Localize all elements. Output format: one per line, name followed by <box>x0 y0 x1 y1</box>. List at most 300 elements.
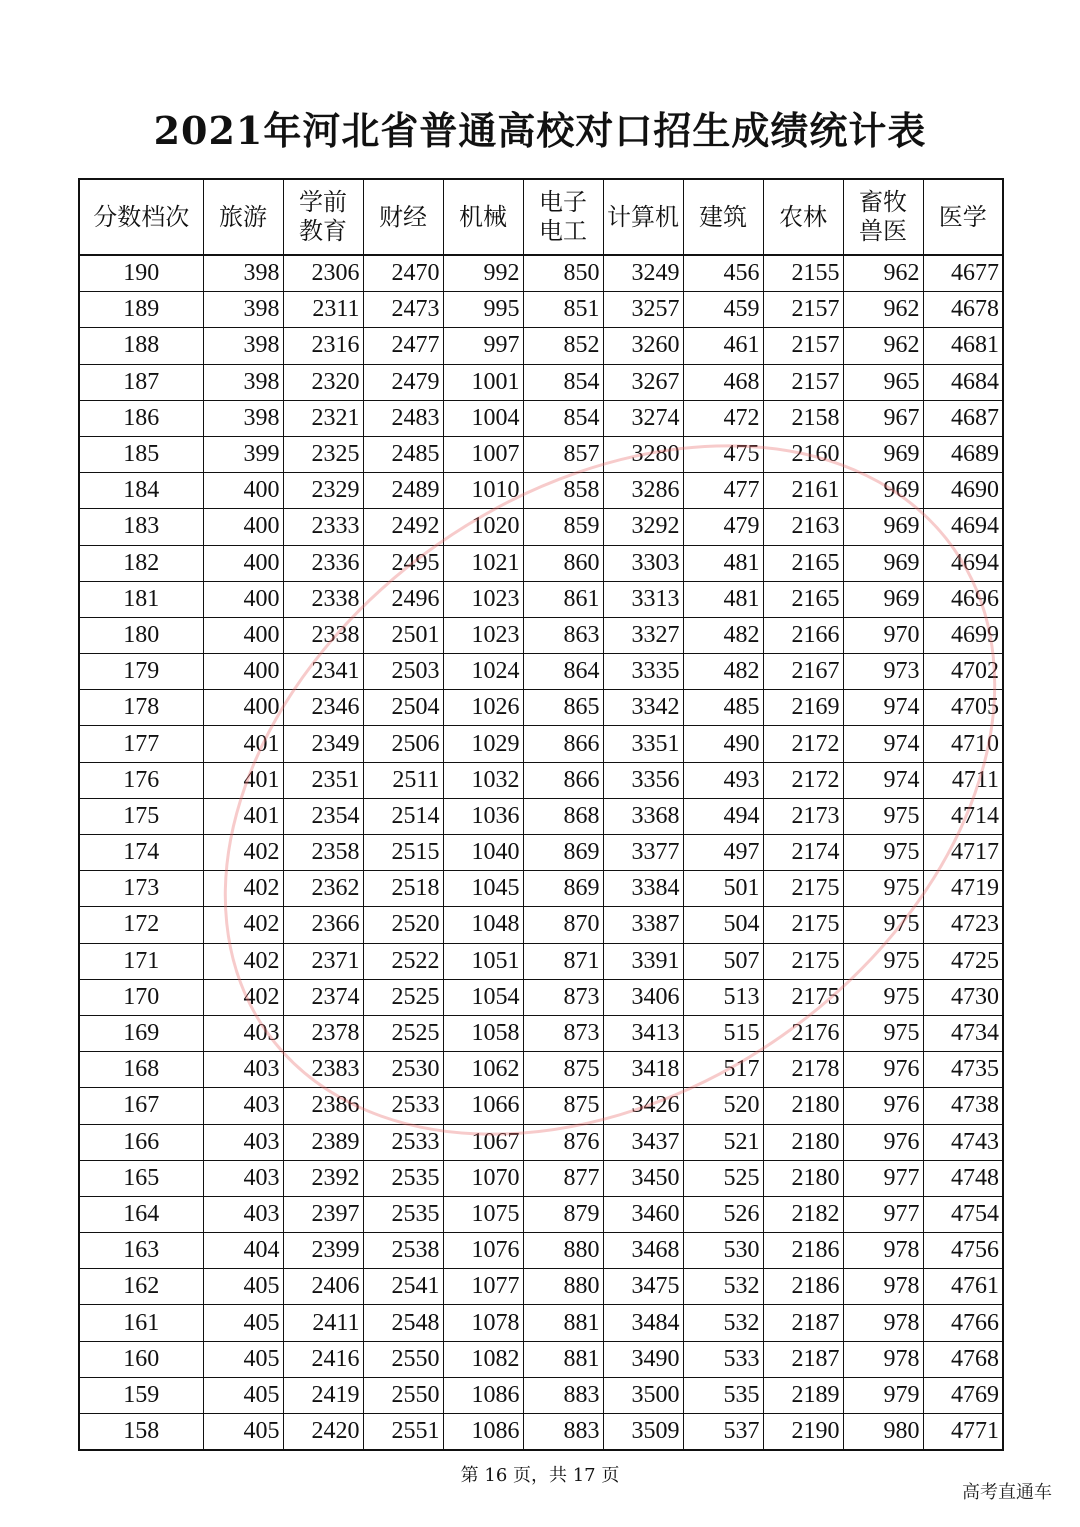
count-cell: 4687 <box>923 400 1003 436</box>
score-level-cell: 189 <box>79 292 203 328</box>
count-cell: 405 <box>203 1341 283 1377</box>
count-cell: 468 <box>683 364 763 400</box>
table-row <box>79 1124 1003 1160</box>
count-cell: 482 <box>683 654 763 690</box>
count-cell: 975 <box>843 835 923 871</box>
count-cell: 995 <box>443 292 523 328</box>
score-level-cell: 187 <box>79 364 203 400</box>
score-level-cell: 185 <box>79 436 203 472</box>
count-cell: 875 <box>523 1088 603 1124</box>
count-cell: 2420 <box>283 1414 363 1451</box>
count-cell: 2187 <box>763 1305 843 1341</box>
count-cell: 398 <box>203 292 283 328</box>
count-cell: 479 <box>683 509 763 545</box>
count-cell: 3280 <box>603 436 683 472</box>
count-cell: 504 <box>683 907 763 943</box>
count-cell: 405 <box>203 1269 283 1305</box>
count-cell: 493 <box>683 762 763 798</box>
score-level-cell: 162 <box>79 1269 203 1305</box>
count-cell: 472 <box>683 400 763 436</box>
count-cell: 869 <box>523 835 603 871</box>
count-cell: 1078 <box>443 1305 523 1341</box>
column-header: 农林 <box>763 179 843 255</box>
page-title: 2021年河北省普通高校对口招生成绩统计表 <box>153 108 927 153</box>
count-cell: 969 <box>843 436 923 472</box>
count-cell: 866 <box>523 762 603 798</box>
table-row <box>79 726 1003 762</box>
score-level-cell: 182 <box>79 545 203 581</box>
table-header-row <box>79 179 1003 255</box>
table-row <box>79 1377 1003 1413</box>
count-cell: 3335 <box>603 654 683 690</box>
count-cell: 976 <box>843 1124 923 1160</box>
count-cell: 532 <box>683 1269 763 1305</box>
count-cell: 870 <box>523 907 603 943</box>
count-cell: 3368 <box>603 798 683 834</box>
count-cell: 978 <box>843 1269 923 1305</box>
count-cell: 2320 <box>283 364 363 400</box>
count-cell: 976 <box>843 1052 923 1088</box>
count-cell: 4754 <box>923 1196 1003 1232</box>
table-row <box>79 292 1003 328</box>
count-cell: 881 <box>523 1305 603 1341</box>
count-cell: 4684 <box>923 364 1003 400</box>
count-cell: 2378 <box>283 1015 363 1051</box>
count-cell: 2306 <box>283 255 363 292</box>
count-cell: 2535 <box>363 1160 443 1196</box>
count-cell: 401 <box>203 726 283 762</box>
count-cell: 2541 <box>363 1269 443 1305</box>
count-cell: 4735 <box>923 1052 1003 1088</box>
count-cell: 3484 <box>603 1305 683 1341</box>
count-cell: 477 <box>683 473 763 509</box>
count-cell: 399 <box>203 436 283 472</box>
count-cell: 2520 <box>363 907 443 943</box>
count-cell: 497 <box>683 835 763 871</box>
table-row <box>79 1269 1003 1305</box>
count-cell: 2157 <box>763 328 843 364</box>
count-cell: 3500 <box>603 1377 683 1413</box>
count-cell: 507 <box>683 943 763 979</box>
count-cell: 2419 <box>283 1377 363 1413</box>
count-cell: 2165 <box>763 581 843 617</box>
table-row <box>79 617 1003 653</box>
count-cell: 1036 <box>443 798 523 834</box>
count-cell: 975 <box>843 907 923 943</box>
count-cell: 980 <box>843 1414 923 1451</box>
count-cell: 3391 <box>603 943 683 979</box>
count-cell: 533 <box>683 1341 763 1377</box>
page-footer: 第 16 页，共 17 页 <box>460 1465 620 1486</box>
score-level-cell: 165 <box>79 1160 203 1196</box>
count-cell: 2321 <box>283 400 363 436</box>
count-cell: 400 <box>203 473 283 509</box>
count-cell: 2175 <box>763 871 843 907</box>
count-cell: 402 <box>203 835 283 871</box>
count-cell: 403 <box>203 1052 283 1088</box>
score-level-cell: 167 <box>79 1088 203 1124</box>
count-cell: 877 <box>523 1160 603 1196</box>
count-cell: 1048 <box>443 907 523 943</box>
score-level-cell: 174 <box>79 835 203 871</box>
count-cell: 1040 <box>443 835 523 871</box>
table-row <box>79 255 1003 292</box>
count-cell: 2329 <box>283 473 363 509</box>
score-level-cell: 176 <box>79 762 203 798</box>
column-header: 建筑 <box>683 179 763 255</box>
count-cell: 2362 <box>283 871 363 907</box>
count-cell: 4730 <box>923 979 1003 1015</box>
count-cell: 2167 <box>763 654 843 690</box>
count-cell: 2492 <box>363 509 443 545</box>
score-level-cell: 179 <box>79 654 203 690</box>
count-cell: 530 <box>683 1233 763 1269</box>
count-cell: 2533 <box>363 1088 443 1124</box>
count-cell: 405 <box>203 1377 283 1413</box>
count-cell: 852 <box>523 328 603 364</box>
score-level-cell: 171 <box>79 943 203 979</box>
count-cell: 2489 <box>363 473 443 509</box>
count-cell: 405 <box>203 1414 283 1451</box>
column-header: 学前 教育 <box>283 179 363 255</box>
count-cell: 475 <box>683 436 763 472</box>
count-cell: 873 <box>523 1015 603 1051</box>
count-cell: 1070 <box>443 1160 523 1196</box>
score-level-cell: 163 <box>79 1233 203 1269</box>
count-cell: 4694 <box>923 509 1003 545</box>
table-row <box>79 871 1003 907</box>
count-cell: 2477 <box>363 328 443 364</box>
count-cell: 850 <box>523 255 603 292</box>
count-cell: 403 <box>203 1015 283 1051</box>
count-cell: 978 <box>843 1233 923 1269</box>
count-cell: 883 <box>523 1414 603 1451</box>
count-cell: 4725 <box>923 943 1003 979</box>
count-cell: 969 <box>843 509 923 545</box>
count-cell: 1066 <box>443 1088 523 1124</box>
count-cell: 4699 <box>923 617 1003 653</box>
count-cell: 400 <box>203 509 283 545</box>
count-cell: 3450 <box>603 1160 683 1196</box>
count-cell: 3342 <box>603 690 683 726</box>
count-cell: 2397 <box>283 1196 363 1232</box>
count-cell: 461 <box>683 328 763 364</box>
count-cell: 401 <box>203 798 283 834</box>
count-cell: 2189 <box>763 1377 843 1413</box>
count-cell: 400 <box>203 654 283 690</box>
count-cell: 876 <box>523 1124 603 1160</box>
count-cell: 969 <box>843 473 923 509</box>
count-cell: 2166 <box>763 617 843 653</box>
count-cell: 403 <box>203 1160 283 1196</box>
count-cell: 1082 <box>443 1341 523 1377</box>
count-cell: 1067 <box>443 1124 523 1160</box>
count-cell: 2525 <box>363 1015 443 1051</box>
count-cell: 1026 <box>443 690 523 726</box>
count-cell: 2325 <box>283 436 363 472</box>
count-cell: 965 <box>843 364 923 400</box>
score-statistics-table <box>78 178 1004 1451</box>
count-cell: 481 <box>683 581 763 617</box>
table-row <box>79 979 1003 1015</box>
count-cell: 398 <box>203 400 283 436</box>
table-row <box>79 400 1003 436</box>
count-cell: 977 <box>843 1160 923 1196</box>
count-cell: 3313 <box>603 581 683 617</box>
count-cell: 2346 <box>283 690 363 726</box>
count-cell: 873 <box>523 979 603 1015</box>
count-cell: 2175 <box>763 907 843 943</box>
count-cell: 402 <box>203 979 283 1015</box>
count-cell: 513 <box>683 979 763 1015</box>
count-cell: 962 <box>843 292 923 328</box>
source-label: 高考直通车 <box>962 1482 1052 1503</box>
count-cell: 4766 <box>923 1305 1003 1341</box>
count-cell: 2501 <box>363 617 443 653</box>
score-level-cell: 166 <box>79 1124 203 1160</box>
count-cell: 1076 <box>443 1233 523 1269</box>
count-cell: 4743 <box>923 1124 1003 1160</box>
score-level-cell: 172 <box>79 907 203 943</box>
count-cell: 481 <box>683 545 763 581</box>
count-cell: 2406 <box>283 1269 363 1305</box>
count-cell: 2187 <box>763 1341 843 1377</box>
column-header: 畜牧 兽医 <box>843 179 923 255</box>
count-cell: 3418 <box>603 1052 683 1088</box>
count-cell: 4690 <box>923 473 1003 509</box>
count-cell: 1086 <box>443 1377 523 1413</box>
count-cell: 2530 <box>363 1052 443 1088</box>
count-cell: 1021 <box>443 545 523 581</box>
count-cell: 1024 <box>443 654 523 690</box>
count-cell: 398 <box>203 328 283 364</box>
count-cell: 2163 <box>763 509 843 545</box>
count-cell: 2175 <box>763 943 843 979</box>
count-cell: 515 <box>683 1015 763 1051</box>
score-level-cell: 164 <box>79 1196 203 1232</box>
count-cell: 1029 <box>443 726 523 762</box>
column-header: 电子 电工 <box>523 179 603 255</box>
score-level-cell: 184 <box>79 473 203 509</box>
count-cell: 4710 <box>923 726 1003 762</box>
count-cell: 2479 <box>363 364 443 400</box>
count-cell: 975 <box>843 798 923 834</box>
count-cell: 4696 <box>923 581 1003 617</box>
count-cell: 2525 <box>363 979 443 1015</box>
count-cell: 4681 <box>923 328 1003 364</box>
count-cell: 970 <box>843 617 923 653</box>
count-cell: 2511 <box>363 762 443 798</box>
count-cell: 864 <box>523 654 603 690</box>
count-cell: 2174 <box>763 835 843 871</box>
count-cell: 2535 <box>363 1196 443 1232</box>
table-row <box>79 654 1003 690</box>
count-cell: 3327 <box>603 617 683 653</box>
count-cell: 2336 <box>283 545 363 581</box>
count-cell: 1075 <box>443 1196 523 1232</box>
count-cell: 976 <box>843 1088 923 1124</box>
count-cell: 2495 <box>363 545 443 581</box>
table-row <box>79 1160 1003 1196</box>
count-cell: 3460 <box>603 1196 683 1232</box>
count-cell: 3475 <box>603 1269 683 1305</box>
count-cell: 2341 <box>283 654 363 690</box>
count-cell: 3257 <box>603 292 683 328</box>
count-cell: 1007 <box>443 436 523 472</box>
count-cell: 1004 <box>443 400 523 436</box>
count-cell: 975 <box>843 979 923 1015</box>
count-cell: 2180 <box>763 1160 843 1196</box>
count-cell: 2550 <box>363 1377 443 1413</box>
count-cell: 1058 <box>443 1015 523 1051</box>
count-cell: 2169 <box>763 690 843 726</box>
count-cell: 2515 <box>363 835 443 871</box>
count-cell: 2173 <box>763 798 843 834</box>
count-cell: 1062 <box>443 1052 523 1088</box>
score-level-cell: 170 <box>79 979 203 1015</box>
count-cell: 1010 <box>443 473 523 509</box>
table-row <box>79 835 1003 871</box>
count-cell: 974 <box>843 690 923 726</box>
count-cell: 857 <box>523 436 603 472</box>
count-cell: 4768 <box>923 1341 1003 1377</box>
count-cell: 1086 <box>443 1414 523 1451</box>
count-cell: 868 <box>523 798 603 834</box>
table-row <box>79 1414 1003 1451</box>
count-cell: 869 <box>523 871 603 907</box>
column-header: 分数档次 <box>79 179 203 255</box>
count-cell: 974 <box>843 726 923 762</box>
count-cell: 3490 <box>603 1341 683 1377</box>
count-cell: 2551 <box>363 1414 443 1451</box>
table-row <box>79 509 1003 545</box>
count-cell: 1077 <box>443 1269 523 1305</box>
score-level-cell: 190 <box>79 255 203 292</box>
score-level-cell: 177 <box>79 726 203 762</box>
count-cell: 875 <box>523 1052 603 1088</box>
count-cell: 2338 <box>283 617 363 653</box>
count-cell: 3437 <box>603 1124 683 1160</box>
count-cell: 2485 <box>363 436 443 472</box>
count-cell: 975 <box>843 1015 923 1051</box>
count-cell: 975 <box>843 943 923 979</box>
count-cell: 3387 <box>603 907 683 943</box>
count-cell: 2518 <box>363 871 443 907</box>
count-cell: 975 <box>843 871 923 907</box>
count-cell: 879 <box>523 1196 603 1232</box>
count-cell: 2548 <box>363 1305 443 1341</box>
count-cell: 4756 <box>923 1233 1003 1269</box>
count-cell: 4714 <box>923 798 1003 834</box>
table-row <box>79 1305 1003 1341</box>
count-cell: 1051 <box>443 943 523 979</box>
count-cell: 2389 <box>283 1124 363 1160</box>
count-cell: 4694 <box>923 545 1003 581</box>
count-cell: 871 <box>523 943 603 979</box>
score-level-cell: 168 <box>79 1052 203 1088</box>
count-cell: 402 <box>203 907 283 943</box>
table-row <box>79 364 1003 400</box>
count-cell: 2178 <box>763 1052 843 1088</box>
count-cell: 482 <box>683 617 763 653</box>
count-cell: 2186 <box>763 1233 843 1269</box>
table-row <box>79 762 1003 798</box>
count-cell: 3267 <box>603 364 683 400</box>
count-cell: 2496 <box>363 581 443 617</box>
count-cell: 400 <box>203 545 283 581</box>
score-level-cell: 160 <box>79 1341 203 1377</box>
table-row <box>79 436 1003 472</box>
count-cell: 2190 <box>763 1414 843 1451</box>
count-cell: 866 <box>523 726 603 762</box>
count-cell: 2473 <box>363 292 443 328</box>
score-level-cell: 169 <box>79 1015 203 1051</box>
count-cell: 1001 <box>443 364 523 400</box>
count-cell: 3260 <box>603 328 683 364</box>
score-level-cell: 180 <box>79 617 203 653</box>
count-cell: 2506 <box>363 726 443 762</box>
count-cell: 1045 <box>443 871 523 907</box>
count-cell: 973 <box>843 654 923 690</box>
count-cell: 2338 <box>283 581 363 617</box>
count-cell: 2354 <box>283 798 363 834</box>
count-cell: 501 <box>683 871 763 907</box>
count-cell: 863 <box>523 617 603 653</box>
count-cell: 974 <box>843 762 923 798</box>
count-cell: 526 <box>683 1196 763 1232</box>
count-cell: 3384 <box>603 871 683 907</box>
count-cell: 978 <box>843 1305 923 1341</box>
count-cell: 967 <box>843 400 923 436</box>
count-cell: 865 <box>523 690 603 726</box>
count-cell: 4705 <box>923 690 1003 726</box>
table-row <box>79 798 1003 834</box>
count-cell: 494 <box>683 798 763 834</box>
count-cell: 4723 <box>923 907 1003 943</box>
count-cell: 532 <box>683 1305 763 1341</box>
count-cell: 858 <box>523 473 603 509</box>
count-cell: 2374 <box>283 979 363 1015</box>
count-cell: 401 <box>203 762 283 798</box>
count-cell: 520 <box>683 1088 763 1124</box>
count-cell: 2311 <box>283 292 363 328</box>
count-cell: 881 <box>523 1341 603 1377</box>
count-cell: 4738 <box>923 1088 1003 1124</box>
count-cell: 3426 <box>603 1088 683 1124</box>
count-cell: 3377 <box>603 835 683 871</box>
count-cell: 525 <box>683 1160 763 1196</box>
count-cell: 2160 <box>763 436 843 472</box>
count-cell: 456 <box>683 255 763 292</box>
table-row <box>79 1196 1003 1232</box>
count-cell: 997 <box>443 328 523 364</box>
count-cell: 402 <box>203 943 283 979</box>
count-cell: 4769 <box>923 1377 1003 1413</box>
count-cell: 851 <box>523 292 603 328</box>
count-cell: 979 <box>843 1377 923 1413</box>
count-cell: 400 <box>203 581 283 617</box>
count-cell: 969 <box>843 581 923 617</box>
count-cell: 2411 <box>283 1305 363 1341</box>
score-level-cell: 178 <box>79 690 203 726</box>
table-row <box>79 1052 1003 1088</box>
count-cell: 1054 <box>443 979 523 1015</box>
count-cell: 2470 <box>363 255 443 292</box>
count-cell: 2172 <box>763 726 843 762</box>
count-cell: 403 <box>203 1088 283 1124</box>
count-cell: 2155 <box>763 255 843 292</box>
score-level-cell: 175 <box>79 798 203 834</box>
